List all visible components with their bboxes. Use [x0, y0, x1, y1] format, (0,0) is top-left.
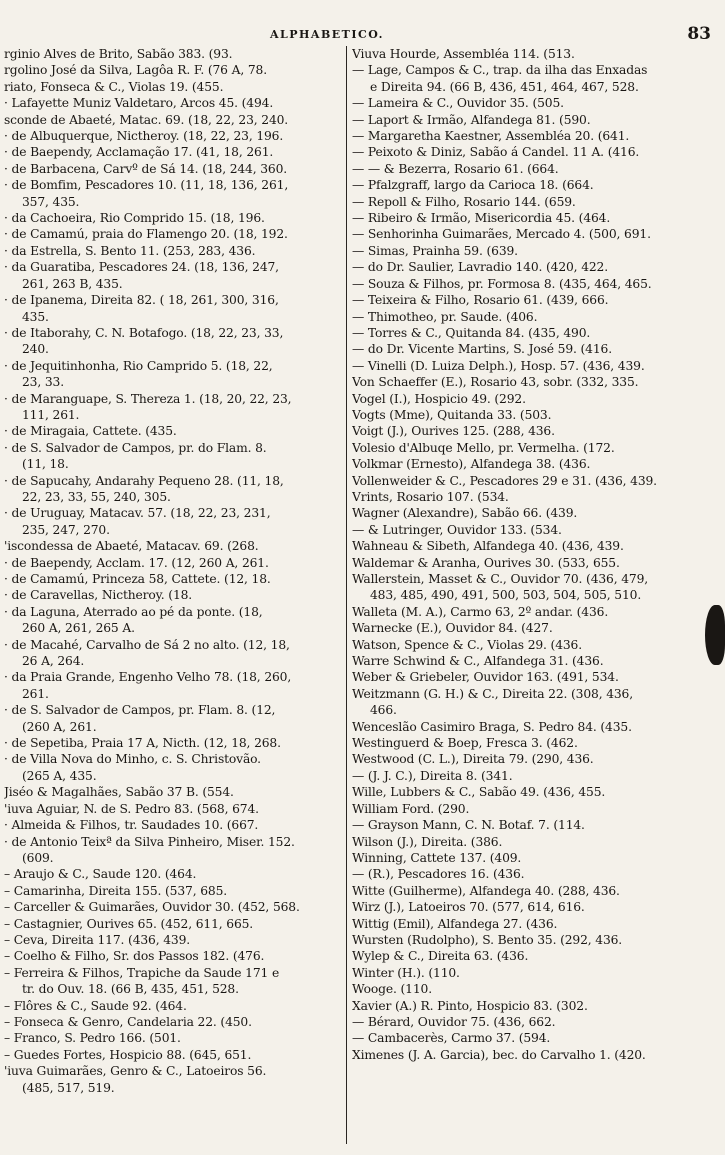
directory-entry-line: Wirz (J.), Latoeiros 70. (577, 614, 616. [352, 900, 585, 915]
directory-entry-line: — Grayson Mann, C. N. Botaf. 7. (114. [352, 818, 585, 833]
directory-entry-line: · de Antonio Teixª da Silva Pinheiro, Miser. 152. [4, 834, 295, 849]
directory-entry-line: — Vinelli (D. Luiza Delph.), Hosp. 57. (436, 439. [352, 358, 645, 373]
directory-entry-line: — (J. J. C.), Direita 8. (341. [352, 768, 513, 783]
directory-entry-line: Wagner (Alexandre), Sabão 66. (439. [352, 506, 578, 521]
directory-entry-line: – Ceva, Direita 117. (436, 439. [4, 932, 191, 947]
directory-entry-line: 'iuva Aguiar, N. de S. Pedro 83. (568, 674. [4, 801, 259, 816]
directory-entry-line: Ximenes (J. A. Garcia), bec. do Carvalho 1. (420. [352, 1047, 646, 1062]
directory-entry-line: rgolino José da Silva, Lagôa R. F. (76 A, 78. [4, 63, 267, 78]
directory-entry-line: – Guedes Fortes, Hospicio 88. (645, 651. [4, 1047, 252, 1062]
directory-entry-line: Warnecke (E.), Ouvidor 84. (427. [352, 621, 553, 636]
directory-entry-line: Warre Schwind & C., Alfandega 31. (436. [352, 654, 604, 669]
directory-entry-line: · da Cachoeira, Rio Comprido 15. (18, 196. [4, 211, 265, 226]
directory-entry-line: Voigt (J.), Ourives 125. (288, 436. [352, 424, 555, 439]
directory-entry-line: Winning, Cattete 137. (409. [352, 850, 522, 865]
directory-entry-line: Volesio d'Albuqe Mello, pr. Vermelha. (172. [352, 440, 615, 455]
directory-entry-line: · de Maranguape, S. Thereza 1. (18, 20, 22, 23, [4, 391, 292, 406]
directory-entry-line: · de Baependy, Acclam. 17. (12, 260 A, 261. [4, 555, 269, 570]
directory-entry-line: tr. do Ouv. 18. (66 B, 435, 451, 528. [22, 982, 239, 997]
directory-entry-line: — Torres & C., Quitanda 84. (435, 490. [352, 325, 591, 340]
directory-entry-line: 26 A, 264. [22, 654, 85, 669]
directory-entry-line: · de Bomfim, Pescadores 10. (11, 18, 136, 261, [4, 178, 289, 193]
directory-entry-line: Vollenweider & C., Pescadores 29 e 31. (436, 439. [352, 473, 657, 488]
directory-entry-line: — Thimotheo, pr. Saude. (406. [352, 309, 538, 324]
directory-entry-line: Wenceslão Casimiro Braga, S. Pedro 84. (435. [352, 719, 632, 734]
directory-entry-line: 483, 485, 490, 491, 500, 503, 504, 505, 510. [370, 588, 642, 603]
directory-entry-line: 261. [22, 686, 49, 701]
directory-entry-line: William Ford. (290. [352, 801, 470, 816]
directory-entry-line: · de S. Salvador de Campos, pr. do Flam. 8. [4, 440, 267, 455]
directory-entry-line: (11, 18. [22, 457, 69, 472]
directory-entry-line: Watson, Spence & C., Violas 29. (436. [352, 637, 582, 652]
directory-entry-line: · de Camamú, Princeza 58, Cattete. (12, 18. [4, 572, 271, 586]
directory-entry-line: 235, 247, 270. [22, 522, 110, 537]
directory-entry-line: — Ribeiro & Irmão, Misericordia 45. (464. [352, 211, 611, 226]
directory-entry-line: Wahneau & Sibeth, Alfandega 40. (436, 439. [352, 539, 624, 554]
directory-entry-line: – Franco, S. Pedro 166. (501. [4, 1031, 181, 1046]
right-column [352, 46, 714, 1063]
directory-entry-line: · Almeida & Filhos, tr. Saudades 10. (667. [4, 818, 259, 833]
directory-entry-line: · de Caravellas, Nictheroy. (18. [4, 588, 193, 603]
directory-entry-line: (485, 517, 519. [22, 1080, 115, 1095]
directory-entry-line: – Ferreira & Filhos, Trapiche da Saude 171 e [4, 965, 280, 980]
directory-entry-line: Volkmar (Ernesto), Alfandega 38. (436. [352, 457, 591, 472]
directory-entry-line: · de Uruguay, Matacav. 57. (18, 22, 23, 231, [4, 506, 271, 521]
directory-entry-line: Wittig (Emil), Alfandega 27. (436. [352, 916, 558, 931]
directory-entry-line: — Lameira & C., Ouvidor 35. (505. [352, 96, 564, 111]
directory-entry-line: 111, 261. [22, 407, 80, 422]
directory-entry-line: – Araujo & C., Saude 120. (464. [4, 867, 197, 882]
directory-entry-line: · de Macahé, Carvalho de Sá 2 no alto. (12, 18, [4, 637, 290, 652]
directory-entry-line: 357, 435. [22, 194, 80, 209]
directory-entry-line: · da Guaratiba, Pescadores 24. (18, 136, 247, [4, 260, 279, 275]
directory-entry-line: Wylep & C., Direita 63. (436. [352, 949, 529, 964]
directory-entry-line: · da Laguna, Aterrado ao pé da ponte. (18, [4, 604, 263, 619]
directory-entry-line: — Lage, Campos & C., trap. da ilha das Enxadas [352, 63, 648, 78]
directory-entry-line: Xavier (A.) R. Pinto, Hospicio 83. (302. [352, 998, 588, 1013]
directory-entry-line: — Margaretha Kaestner, Assembléa 20. (641. [352, 129, 630, 144]
running-title: ALPHABETICO. [270, 28, 385, 41]
ink-blot [705, 605, 725, 665]
directory-entry-line: Waldemar & Aranha, Ourives 30. (533, 655. [352, 555, 620, 570]
directory-entry-line: — do Dr. Saulier, Lavradio 140. (420, 422. [352, 260, 608, 275]
directory-entry-line: – Fonseca & Genro, Candelaria 22. (450. [4, 1014, 252, 1029]
directory-entry-line: (265 A, 435. [22, 768, 97, 783]
left-column [4, 46, 344, 1096]
directory-entry-line: — Bérard, Ouvidor 75. (436, 662. [352, 1014, 556, 1029]
directory-entry-line: — Laport & Irmão, Alfandega 81. (590. [352, 112, 591, 127]
directory-entry-line: 260 A, 261, 265 A. [22, 621, 135, 636]
directory-entry-line: Weber & Griebeler, Ouvidor 163. (491, 534. [352, 670, 619, 685]
directory-entry-line: 22, 23, 33, 55, 240, 305. [22, 489, 171, 504]
directory-entry-line: 240. [22, 342, 49, 357]
directory-entry-line: Von Schaeffer (E.), Rosario 43, sobr. (332, 335. [352, 375, 639, 390]
directory-entry-line: — Simas, Prainha 59. (639. [352, 243, 518, 258]
directory-entry-line: Wilson (J.), Direita. (386. [352, 834, 503, 849]
directory-entry-line: 'iscondessa de Abaeté, Matacav. 69. (268. [4, 539, 259, 554]
directory-entry-line: — Senhorinha Guimarães, Mercado 4. (500, 691. [352, 227, 651, 242]
directory-entry-line: – Camarinha, Direita 155. (537, 685. [4, 883, 228, 898]
directory-entry-line: – Coelho & Filho, Sr. dos Passos 182. (476. [4, 949, 265, 964]
directory-entry-line: · de Miragaia, Cattete. (435. [4, 424, 177, 439]
directory-entry-line: · da Estrella, S. Bento 11. (253, 283, 436. [4, 243, 256, 258]
directory-entry-line: · de S. Salvador de Campos, pr. Flam. 8. (12, [4, 703, 276, 718]
directory-entry-line: Viuva Hourde, Assembléa 114. (513. [352, 47, 575, 61]
directory-entry-line: 466. [370, 703, 397, 718]
directory-entry-line: sconde de Abaeté, Matac. 69. (18, 22, 23, 240. [4, 112, 289, 127]
column-divider [346, 46, 347, 1144]
directory-entry-line: Winter (H.). (110. [352, 965, 460, 980]
directory-entry-line: — Repoll & Filho, Rosario 144. (659. [352, 194, 576, 209]
directory-entry-line: Walleta (M. A.), Carmo 63, 2º andar. (436. [352, 604, 609, 619]
directory-entry-line: — Peixoto & Diniz, Sabão á Candel. 11 A. (416. [352, 145, 640, 160]
directory-entry-line: (260 A, 261. [22, 719, 97, 734]
directory-entry-line: — do Dr. Vicente Martins, S. José 59. (416. [352, 342, 612, 357]
directory-entry-line: Wursten (Rudolpho), S. Bento 35. (292, 436. [352, 932, 623, 947]
directory-entry-line: — Pfalzgraff, largo da Carioca 18. (664. [352, 178, 594, 193]
directory-entry-line: — (R.), Pescadores 16. (436. [352, 867, 525, 882]
directory-entry-line: · de Baependy, Acclamação 17. (41, 18, 261. [4, 145, 274, 160]
directory-entry-line: · de Villa Nova do Minho, c. S. Christovão. [4, 752, 261, 767]
directory-entry-line: 435. [22, 309, 49, 324]
directory-entry-line: 'iuva Guimarães, Genro & C., Latoeiros 56. [4, 1064, 267, 1079]
directory-entry-line: — — & Bezerra, Rosario 61. (664. [352, 161, 559, 176]
directory-entry-line: Jiséo & Magalhães, Sabão 37 B. (554. [4, 785, 234, 800]
directory-entry-line: — Cambacerès, Carmo 37. (594. [352, 1031, 551, 1046]
directory-entry-line: Wooge. (110. [352, 982, 432, 997]
page-number: 83 [687, 24, 711, 44]
directory-entry-line: — Souza & Filhos, pr. Formosa 8. (435, 464, 465. [352, 276, 652, 291]
directory-entry-line: Westwood (C. L.), Direita 79. (290, 436. [352, 752, 594, 767]
directory-entry-line: Witte (Guilherme), Alfandega 40. (288, 436. [352, 883, 620, 898]
directory-entry-line: · de Barbacena, Carvº de Sá 14. (18, 244, 360. [4, 161, 288, 176]
directory-entry-line: 23, 33. [22, 375, 64, 390]
directory-entry-line: 261, 263 B, 435. [22, 276, 123, 291]
directory-entry-line: · de Sepetiba, Praia 17 A, Nicth. (12, 18, 268. [4, 736, 281, 751]
directory-entry-line: Wallerstein, Masset & C., Ouvidor 70. (436, 479, [352, 572, 649, 586]
directory-entry-line: · de Jequitinhonha, Rio Camprido 5. (18, 22, [4, 358, 273, 373]
directory-entry-line: Vrints, Rosario 107. (534. [352, 489, 509, 504]
directory-entry-line: · de Itaborahy, C. N. Botafogo. (18, 22, 23, 33, [4, 325, 284, 340]
directory-entry-line: Vogts (Mme), Quitanda 33. (503. [352, 407, 552, 422]
directory-entry-line: e Direita 94. (66 B, 436, 451, 464, 467, 528. [370, 79, 639, 94]
directory-entry-line: · da Praia Grande, Engenho Velho 78. (18, 260, [4, 670, 292, 685]
directory-entry-line: rginio Alves de Brito, Sabão 383. (93. [4, 47, 233, 61]
directory-entry-line: Wille, Lubbers & C., Sabão 49. (436, 455. [352, 785, 606, 800]
directory-entry-line: · de Ipanema, Direita 82. ( 18, 261, 300, 316, [4, 293, 279, 308]
directory-entry-line: — Teixeira & Filho, Rosario 61. (439, 666. [352, 293, 609, 308]
directory-entry-line: · de Camamú, praia do Flamengo 20. (18, 192. [4, 227, 288, 242]
directory-entry-line: riato, Fonseca & C., Violas 19. (455. [4, 79, 224, 94]
directory-entry-line: Weitzmann (G. H.) & C., Direita 22. (308, 436, [352, 686, 633, 701]
directory-entry-line: – Carceller & Guimarães, Ouvidor 30. (452, 568. [4, 900, 300, 915]
directory-entry-line: · de Albuquerque, Nictheroy. (18, 22, 23, 196. [4, 129, 284, 144]
directory-entry-line: – Flôres & C., Saude 92. (464. [4, 998, 187, 1013]
directory-entry-line: — & Lutringer, Ouvidor 133. (534. [352, 522, 562, 537]
directory-entry-line: Westinguerd & Boep, Fresca 3. (462. [352, 736, 578, 751]
directory-entry-line: (609. [22, 850, 54, 865]
directory-entry-line: Vogel (I.), Hospicio 49. (292. [352, 391, 526, 406]
directory-entry-line: · Lafayette Muniz Valdetaro, Arcos 45. (494. [4, 96, 274, 111]
directory-entry-line: · de Sapucahy, Andarahy Pequeno 28. (11, 18, [4, 473, 284, 488]
directory-entry-line: – Castagnier, Ourives 65. (452, 611, 665. [4, 916, 254, 931]
